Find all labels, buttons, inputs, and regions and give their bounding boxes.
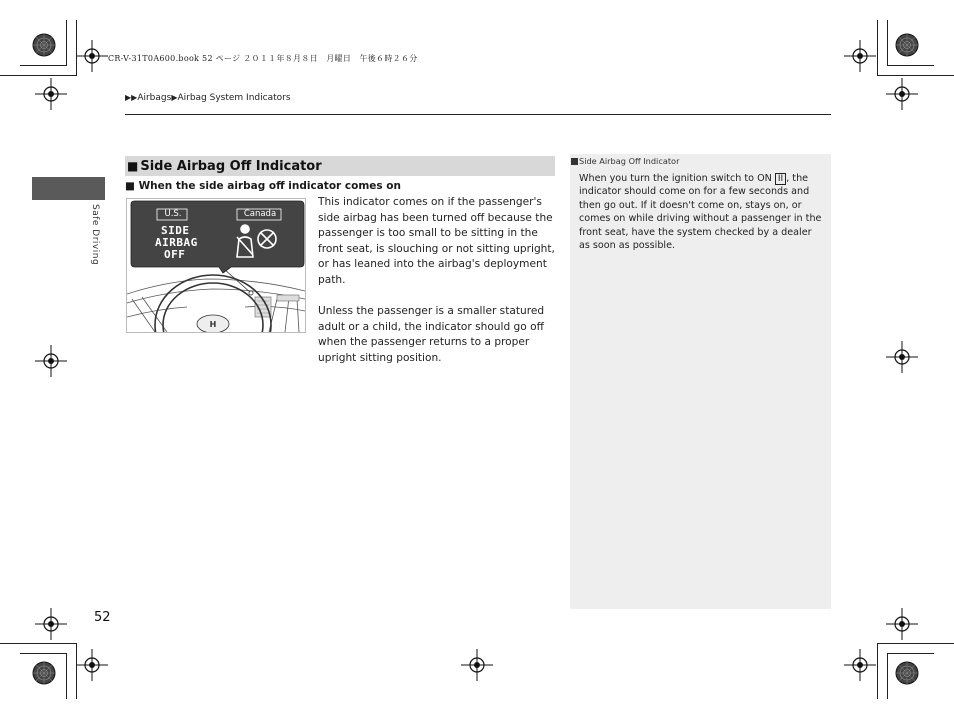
note-text-after: , the indicator should come on for a few seconds and then go out. If it doesn't come on, stays on, or comes on while driving without a passenger in the front seat, have the system checked by a dealer as soon as possible. — [579, 173, 822, 252]
section-title — [125, 156, 555, 176]
chapter-label: Safe Driving — [90, 204, 100, 266]
page-number: 52 — [94, 610, 111, 625]
section-marker: ■ — [127, 159, 139, 173]
subsection-title-text: When the side airbag off indicator comes on — [138, 180, 401, 192]
breadcrumb-marker: ▶▶ — [125, 93, 138, 102]
note-heading-text: Side Airbag Off Indicator — [579, 156, 680, 166]
subsection-title — [125, 180, 401, 192]
section-title-text: Side Airbag Off Indicator — [140, 159, 322, 174]
paragraph-1: This indicator comes on if the passenger's side airbag has been turned off because the passenger is too small to be sitting in the front seat, is slouching or not sitting upright, or has leaned into the airbag's deployment path. — [318, 196, 555, 286]
svg-text:H: H — [209, 320, 217, 329]
chapter-tab[interactable] — [32, 177, 105, 200]
breadcrumb — [125, 93, 291, 103]
label-us: U.S. — [164, 209, 182, 219]
indicator-line-2: AIRBAG — [155, 236, 198, 249]
breadcrumb-separator: ▶ — [171, 93, 178, 102]
dashboard-illustration — [126, 198, 306, 333]
breadcrumb-page: Airbag System Indicators — [177, 93, 291, 103]
note-text-before: When you turn the ignition switch to ON — [579, 173, 775, 184]
reference-icon — [571, 158, 578, 165]
label-canada: Canada — [243, 209, 277, 219]
body-text — [318, 195, 555, 382]
paragraph-2: Unless the passenger is a smaller statured adult or a child, the indicator should go off when the passenger returns to a proper upright sitting position. — [318, 305, 545, 364]
note-heading — [571, 156, 679, 166]
ignition-position-icon: II — [775, 173, 786, 185]
indicator-line-1: SIDE — [161, 224, 190, 237]
note-text — [579, 172, 823, 252]
indicator-line-3: OFF — [164, 248, 186, 261]
file-meta: CR-V-31T0A600.book 52 ページ ２０１１年８月８日 月曜日 午後６時２６分 — [108, 54, 418, 63]
side-airbag-off-indicator — [155, 225, 207, 261]
subsection-marker: ■ — [125, 180, 135, 192]
header-rule — [125, 114, 831, 115]
breadcrumb-section-link[interactable]: Airbags — [137, 93, 172, 103]
